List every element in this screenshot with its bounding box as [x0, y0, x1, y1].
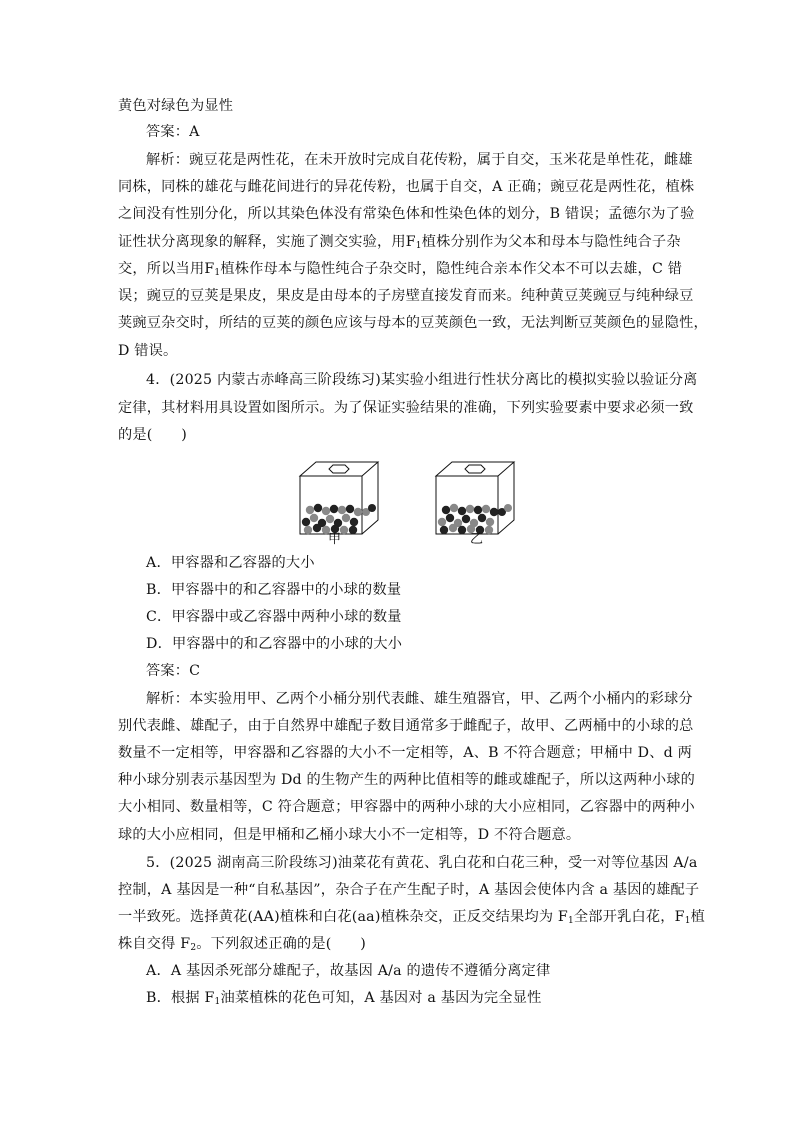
text-line: 荚豌豆杂交时，所结的豆荚的颜色应该与母本的豆荚颜色一致，无法判断豆荚颜色的显隐性，: [118, 315, 708, 331]
analysis-line: 别代表雌、雄配子，由于自然界中雄配子数目通常多于雌配子，故甲、乙两桶中的小球的总: [118, 718, 694, 734]
option-d: D．甲容器中的和乙容器中的小球的大小: [146, 636, 403, 652]
option-b: B．甲容器中的和乙容器中的小球的数量: [146, 582, 402, 598]
text-line: 定律，其材料用具设置如图所示。为了保证实验结果的准确，下列实验要素中要求必须一致: [118, 400, 694, 416]
text-line: 一半致死。选择黄花(AA)植株和白花(aa)植株杂交，正反交结果均为 $F_1$全部开乳白花，$F_1$植: [118, 909, 706, 926]
answer-label: 答案：C: [146, 663, 201, 679]
text-line: 的是( ): [118, 427, 188, 443]
text-line: 控制，A 基因是一种“自私基因”，杂合子在产生配子时，A 基因会使体内含 a 基因的雄配子: [118, 882, 700, 898]
question-4-stem: 4．(2025 内蒙古赤峰高三阶段练习)某实验小组进行性状分离比的模拟实验以验证分离: [146, 372, 698, 388]
option-a: A．甲容器和乙容器的大小: [146, 555, 315, 571]
analysis-line: 大小相同、数量相等，C 符合题意；甲容器中的两种小球的大小应相同，乙容器中的两种小: [118, 799, 695, 815]
text-line: 交，所以当用$F_1$植株作母本与隐性纯合子杂交时，隐性纯合亲本作父本不可以去雄，C 错: [118, 261, 683, 278]
option-a: A．A 基因杀死部分雄配子，故基因 A/a 的遗传不遵循分离定律: [146, 963, 551, 979]
analysis-line: 数量不一定相等，甲容器和乙容器的大小不一定相等，A、B 不符合题意；甲桶中 D、d 两: [118, 745, 693, 761]
text-line: 同株，同株的雄花与雌花间进行的异花传粉，也属于自交，A 正确；豌豆花是两性花，植株: [118, 179, 695, 195]
text-line: D 错误。: [118, 343, 178, 359]
option-c: C．甲容器中或乙容器中两种小球的数量: [146, 609, 402, 625]
text-line: 误；豌豆的豆荚是果皮，果皮是由母本的子房壁直接发育而来。纯种黄豆荚豌豆与纯种绿豆: [118, 288, 694, 304]
text-line: 株自交得 $F_2$。下列叙述正确的是( ): [118, 936, 366, 953]
figure-label-yi: 乙: [470, 532, 484, 547]
question-5-stem: 5．(2025 湖南高三阶段练习)油菜花有黄花、乳白花和白花三种，受一对等位基因 A/a: [146, 855, 698, 871]
text-line: 解析：豌豆花是两性花，在未开放时完成自花传粉，属于自交，玉米花是单性花，雌雄: [146, 152, 693, 168]
analysis-line: 球的大小应相同，但是甲桶和乙桶小球大小不一定相等，D 不符合题意。: [118, 827, 581, 843]
analysis-line: 种小球分别表示基因型为 Dd 的生物产生的两种比值相等的雌或雄配子，所以这两种小球的: [118, 772, 696, 788]
text-line: 之间没有性别分化，所以其染色体没有常染色体和性染色体的划分，B 错误；孟德尔为了验: [118, 206, 695, 222]
answer-label: 答案：A: [146, 124, 200, 140]
figure-label-jia: 甲: [328, 532, 342, 547]
text-line: 黄色对绿色为显性: [118, 98, 234, 114]
option-b: B．根据 $F_1$油菜植株的花色可知，A 基因对 a 基因为完全显性: [146, 990, 542, 1007]
text-line: 证性状分离现象的解释，实施了测交实验，用$F_1$植株分别作为父本和母本与隐性纯合子杂: [118, 234, 681, 251]
analysis-line: 解析：本实验用甲、乙两个小桶分别代表雌、雄生殖器官，甲、乙两个小桶内的彩球分: [146, 691, 693, 707]
